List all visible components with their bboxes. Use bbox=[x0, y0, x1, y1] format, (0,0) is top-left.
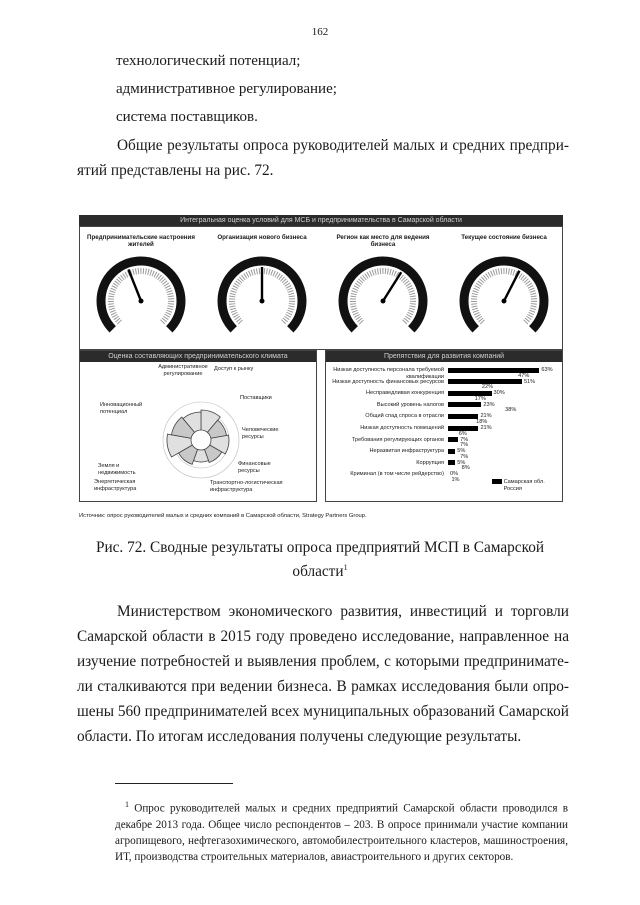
radar-label: Человеческие ресурсы bbox=[242, 427, 279, 440]
obstacle-value-russia: 18% bbox=[476, 419, 488, 425]
radar-center bbox=[191, 430, 211, 450]
obstacle-value-region: 21% bbox=[480, 425, 492, 431]
obstacle-value-russia: 8% bbox=[461, 465, 470, 472]
gauge-meter bbox=[101, 261, 181, 329]
obstacle-label: Несправедливая конкуренция bbox=[366, 390, 444, 397]
text-line: ли сталкиваются при ведении бизнеса. В рамках исследования были опро- bbox=[77, 678, 569, 695]
obstacle-value-region: 51% bbox=[523, 378, 536, 385]
obstacle-value-russia: 1% bbox=[451, 477, 460, 483]
obstacle-value-region: 21% bbox=[480, 413, 492, 420]
obstacle-label: Высокий уровень налогов bbox=[376, 401, 444, 408]
obstacle-bar-region bbox=[448, 460, 455, 465]
intro-paragraph bbox=[77, 133, 569, 183]
caption-line: Рис. 72. Сводные результаты опроса предприятий МСП в Самарской bbox=[95, 539, 545, 556]
text-line: Общие результаты опроса руководителей малых и средних предпри- bbox=[117, 137, 569, 154]
obstacle-value-region: 23% bbox=[483, 401, 495, 408]
legend-region: Самарская обл. bbox=[503, 479, 545, 485]
footnote-mark: 1 bbox=[125, 800, 129, 809]
obstacle-value-russia: 6% bbox=[458, 430, 467, 437]
footnote-line: ИТ, производства строительных материалов, авиастроительного и других секторов. bbox=[115, 850, 514, 863]
gauges-svg bbox=[80, 227, 562, 349]
gauge-meter bbox=[464, 261, 544, 329]
obstacle-label: Коррупция bbox=[416, 459, 444, 466]
legend-russia: Россия bbox=[503, 485, 522, 492]
climate-panel bbox=[79, 350, 317, 502]
gauge-scale bbox=[474, 271, 534, 322]
obstacle-label: Низкая доступность персонала требуемой квалификации bbox=[333, 367, 444, 380]
list-item: система поставщиков. bbox=[116, 109, 258, 125]
obstacle-value-russia: 7% bbox=[460, 453, 469, 460]
obstacle-value-region: 0% bbox=[450, 471, 459, 478]
radar-label: Земля и недвижимость bbox=[98, 463, 136, 476]
footnote-line: агропищевого, нефтегазохимического, автомобилестроительного кластеров, машиностроения, bbox=[115, 834, 568, 847]
text-line: ятий представлены на рис. 72. bbox=[77, 162, 274, 179]
legend-swatch-region bbox=[492, 479, 502, 484]
gauge-hub bbox=[381, 299, 386, 304]
obstacle-value-region: 30% bbox=[493, 390, 505, 397]
obstacle-label: Низкая доступность финансовых ресурсов bbox=[332, 378, 444, 385]
obstacle-label: Криминал (в том числе рейдерство) bbox=[350, 471, 444, 478]
text-line: области. По итогам исследования получены следующие результаты. bbox=[77, 728, 522, 745]
obstacle-value-russia: 7% bbox=[460, 442, 469, 449]
obstacle-value-region: 5% bbox=[457, 459, 466, 466]
obstacle-label: Общий спад спроса в отрасли bbox=[365, 413, 444, 420]
gauge-meter bbox=[222, 261, 302, 329]
text-line: изучение потребностей и выявления проблем, с которыми предпринимате- bbox=[77, 653, 569, 670]
obstacle-label: Низкая доступность помещений bbox=[360, 425, 444, 431]
radar-sectors bbox=[167, 410, 229, 464]
list-item: технологический потенциал; bbox=[116, 53, 301, 69]
obstacle-bar-region bbox=[448, 414, 478, 419]
obstacle-bar-region bbox=[448, 449, 455, 454]
figure-banner: Интегральная оценка условий для МСБ и предпринимательства в Самарской области bbox=[79, 215, 563, 226]
obstacle-value-russia: 47% bbox=[518, 372, 530, 379]
radar-label: Поставщики bbox=[240, 395, 272, 401]
footnote bbox=[115, 797, 568, 865]
footnote-ref: 1 bbox=[343, 563, 348, 572]
obstacle-value-russia: 38% bbox=[505, 407, 517, 414]
gauge-label: Организация нового бизнеса bbox=[217, 234, 307, 241]
obstacle-label: Неразвитая инфраструктура bbox=[369, 448, 444, 455]
list-item: административное регулирование; bbox=[116, 81, 337, 97]
footnote-text: Опрос руководителей малых и средних предприятий Самарской области проводился в bbox=[134, 802, 568, 815]
obstacle-value-region: 5% bbox=[457, 448, 466, 455]
radar-label: Финансовые ресурсы bbox=[238, 461, 271, 474]
obstacle-label: Требования регулирующих органов bbox=[351, 436, 444, 443]
figure-caption bbox=[0, 538, 640, 582]
gauge-label: Регион как место для ведения бизнеса bbox=[336, 234, 430, 248]
obstacle-bar-region bbox=[448, 437, 458, 442]
text-line: шены 560 предпринимателей всех муниципальных образований Самарской bbox=[77, 703, 569, 720]
radar-label: Транспортно-логистическая инфраструктура bbox=[210, 480, 283, 493]
gauge-needle bbox=[383, 272, 401, 301]
obstacle-bar-region bbox=[448, 402, 481, 407]
obstacle-value-russia: 17% bbox=[474, 395, 486, 402]
radar-label: Доступ к рынку bbox=[214, 366, 254, 372]
legend bbox=[492, 479, 554, 492]
obstacles-panel-title: Препятствия для развития компаний bbox=[326, 351, 562, 362]
gauge-label: Текущее состояние бизнеса bbox=[461, 234, 547, 241]
footnote-line bbox=[115, 797, 568, 817]
obstacles-panel bbox=[325, 350, 563, 502]
radar-label: Энергетическая инфраструктура bbox=[94, 479, 137, 492]
radar-label: Инновационный потенциал bbox=[100, 402, 143, 415]
footnote-line: декабре 2013 года. Общее число респондентов – 203. В опросе принимали участие компании bbox=[115, 818, 568, 831]
gauge-needle bbox=[504, 271, 519, 301]
footnote-rule bbox=[115, 783, 233, 784]
gauge-label: Предпринимательские настроения жителей bbox=[87, 234, 195, 248]
figure bbox=[79, 205, 563, 535]
gauge-hub bbox=[139, 299, 144, 304]
gauge-hub bbox=[502, 299, 507, 304]
obstacle-value-region: 63% bbox=[541, 367, 553, 373]
obstacle-value-russia: 22% bbox=[481, 384, 494, 391]
figure-source: Источник: опрос руководителей малых и средних компаний в Самарской области, Strategy Partners Group. bbox=[79, 513, 367, 519]
gauges-panel bbox=[79, 226, 563, 350]
caption-line: области bbox=[292, 563, 344, 581]
radar-label: Административное регулирование bbox=[158, 364, 208, 377]
page-number: 162 bbox=[311, 26, 329, 38]
gauge-meter bbox=[343, 261, 423, 329]
gauge-hub bbox=[260, 299, 265, 304]
obstacle-value-region: 7% bbox=[460, 436, 469, 443]
text-line: Самарской области в 2015 году проведено исследование, направленное на bbox=[77, 628, 569, 645]
gauge-scale bbox=[353, 271, 413, 322]
main-paragraph bbox=[77, 599, 569, 749]
climate-panel-title: Оценка составляющих предпринимательского климата bbox=[80, 351, 316, 362]
gauge-needle bbox=[128, 269, 141, 301]
text-line: Министерством экономического развития, инвестиций и торговли bbox=[117, 603, 569, 620]
gauge-scale bbox=[111, 271, 171, 322]
